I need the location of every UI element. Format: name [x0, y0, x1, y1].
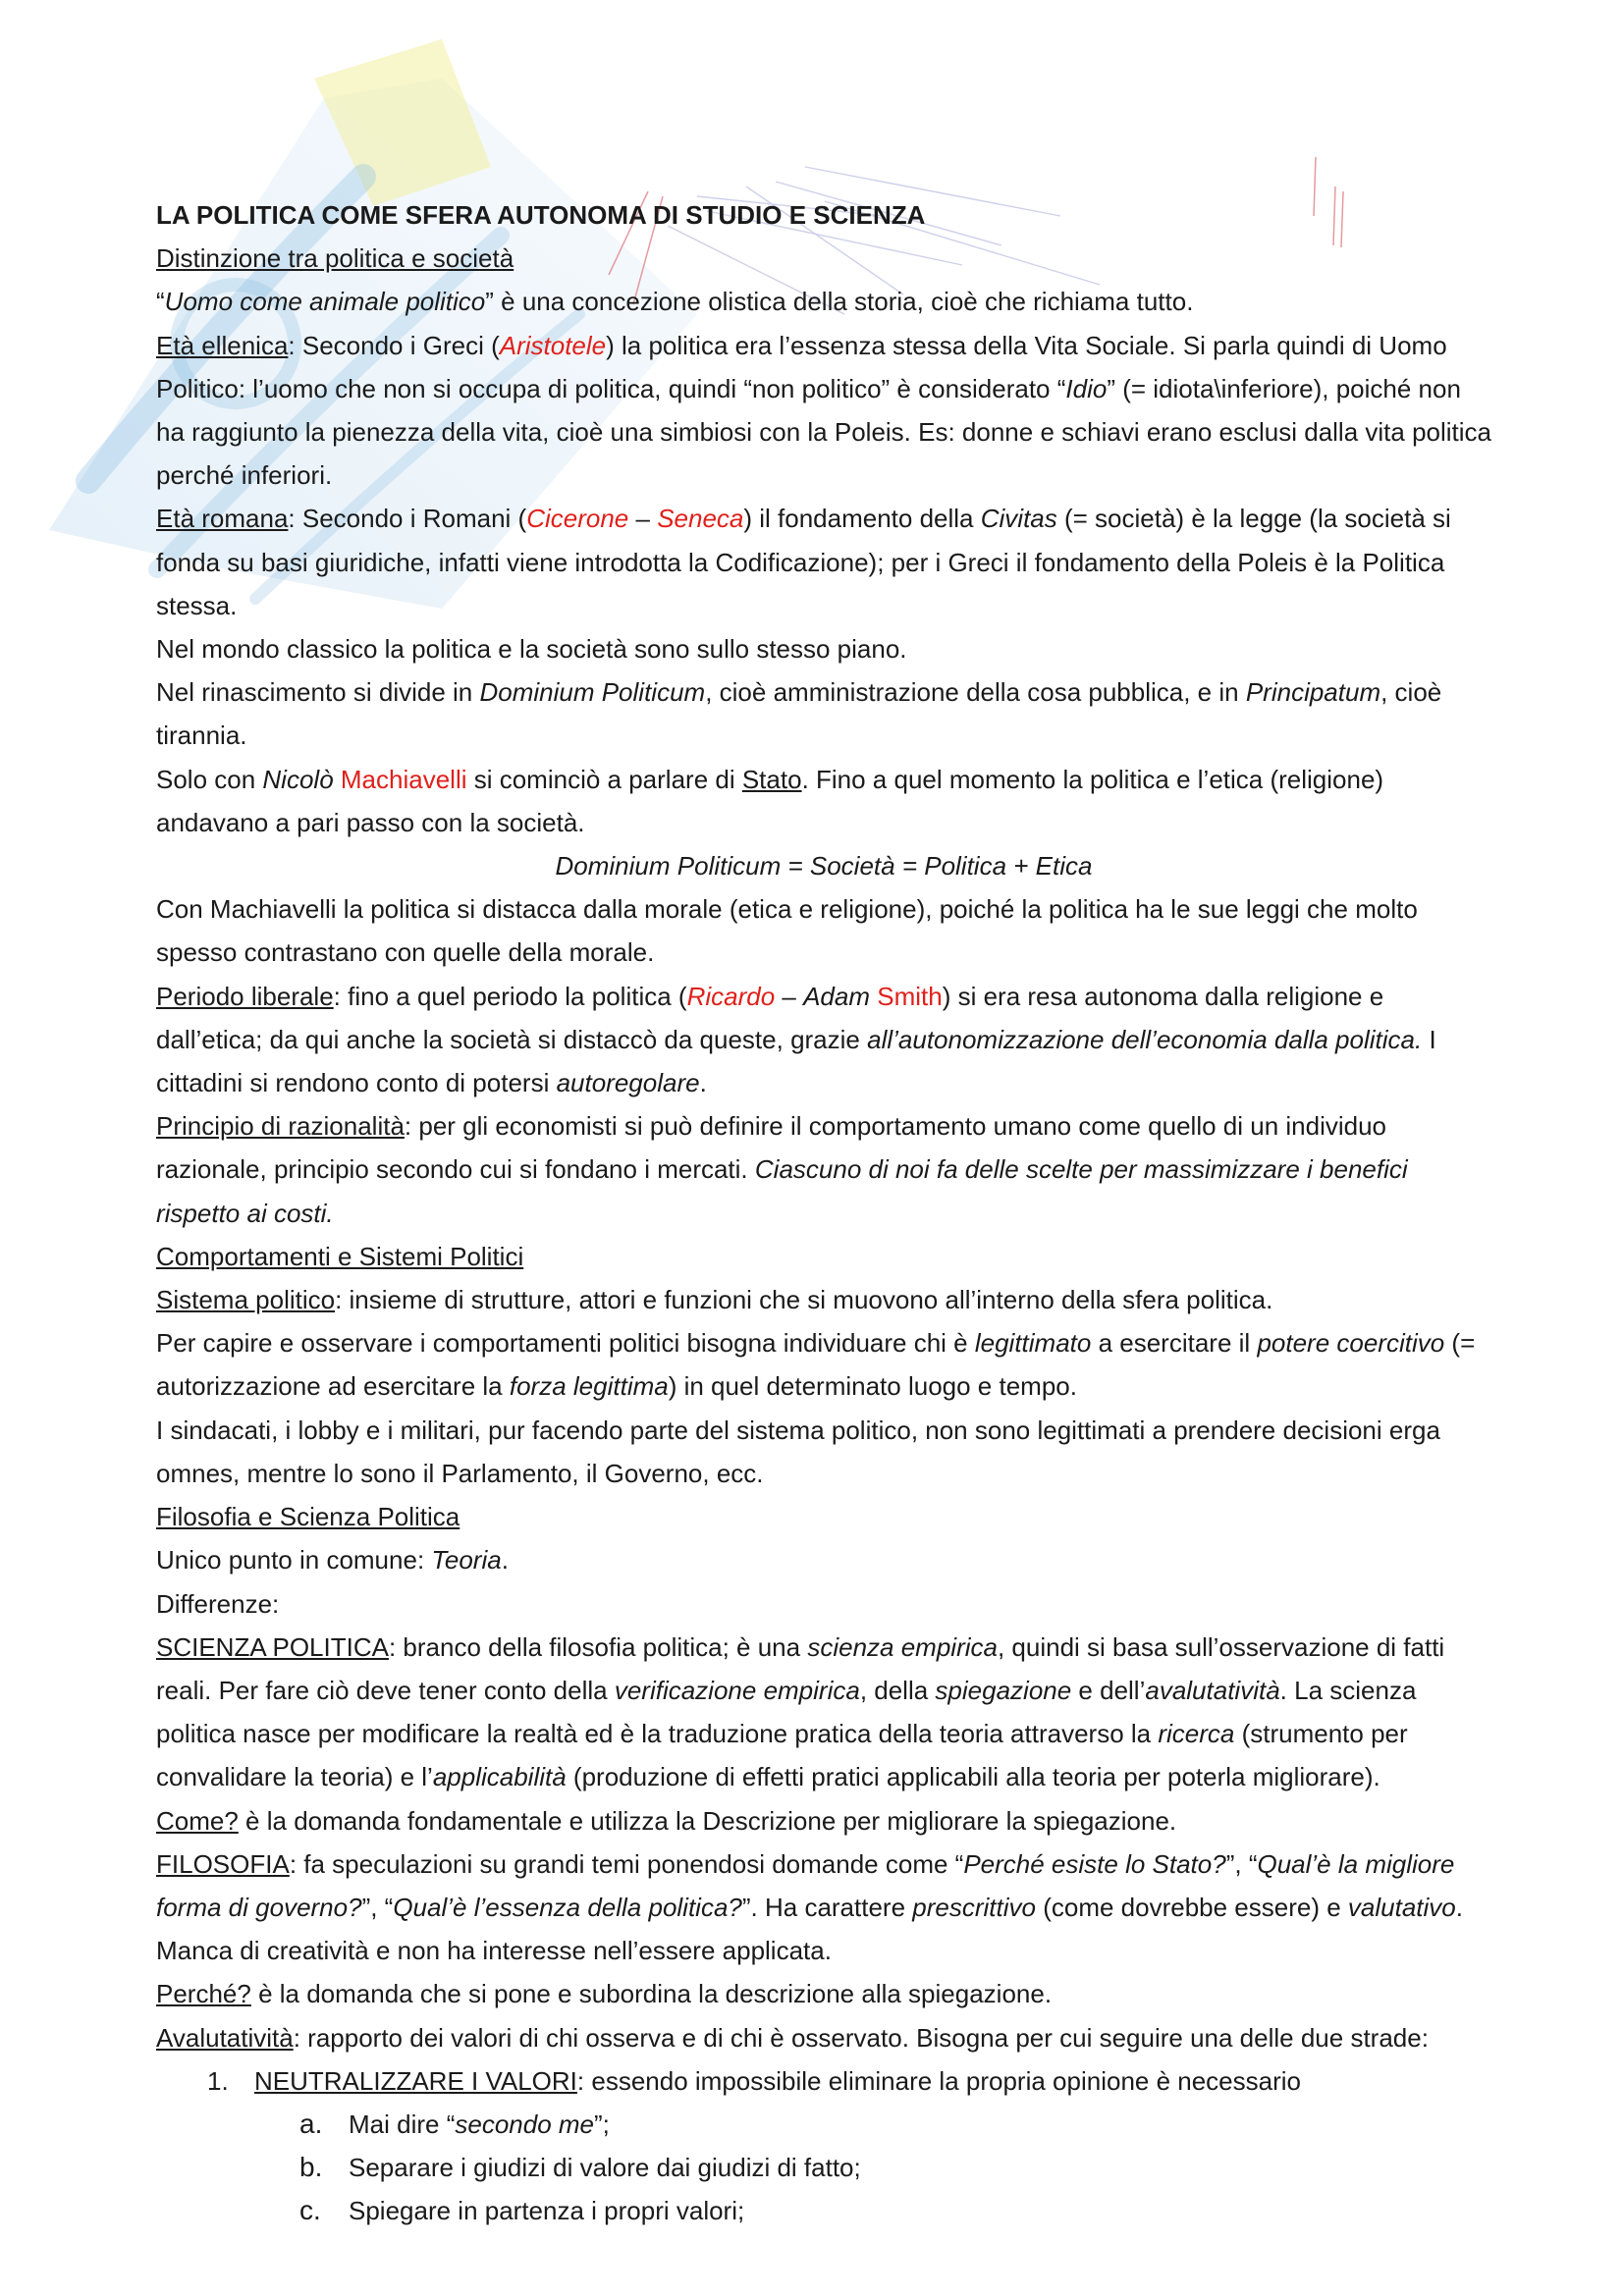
text-span: Spiegare in partenza i propri valori; [349, 2196, 745, 2226]
text-span: : rapporto dei valori di chi osserva e di chi è osservato. Bisogna per cui seguire una delle due strade: [293, 2022, 1429, 2053]
paragraph-comportamenti [156, 1321, 1491, 1408]
name-ricardo: Ricardo [686, 981, 776, 1011]
paragraph-sindacati: I sindacati, i lobby e i militari, pur facendo parte del sistema politico, non sono legittimati a prendere decisioni erga omnes, mentre lo sono il Parlamento, il Governo, ecc. [156, 1415, 1440, 1488]
term-dominium-politicum: Dominium Politicum [479, 677, 706, 708]
paragraph-mondo-classico: Nel mondo classico la politica e la società sono sullo stesso piano. [156, 634, 907, 665]
text-span: (produzione di effetti pratici applicabili alla teoria per poterla migliorare). [566, 1762, 1380, 1792]
term-principatum: Principatum [1245, 677, 1381, 708]
sub-letter: a. [299, 2108, 323, 2139]
question-governo: Qual’è la migliore forma di governo? [156, 1848, 1455, 1922]
text-span: . Fino a quel momento la politica e l’etica (religione) andavano a pari passo con la società. [156, 764, 1384, 837]
label-eta-romana: Età romana [156, 504, 289, 534]
term-potere-coercitivo: potere coercitivo [1257, 1328, 1445, 1359]
term-avalutativita: avalutatività [1145, 1675, 1280, 1705]
sub-letter: c. [299, 2195, 321, 2226]
text-span: , della [859, 1675, 936, 1705]
text-span: : essendo impossibile eliminare la propria opinione è necessario [576, 2065, 1301, 2096]
text-span: I cittadini si rendono conto di potersi [156, 1024, 1436, 1098]
document-page [156, 193, 1491, 2233]
text-span: è la domanda fondamentale e utilizza la Descrizione per migliorare la spiegazione. [238, 1805, 1177, 1836]
name-seneca: Seneca [657, 504, 744, 534]
text-span: . [501, 1545, 509, 1575]
text-span: ”, “ [1225, 1848, 1258, 1879]
paragraph-scienza-politica [156, 1626, 1491, 1799]
paragraph-razionalita [156, 1104, 1491, 1235]
term-autoregolare: autoregolare [556, 1068, 700, 1098]
text-span: : Secondo i Romani ( [288, 504, 527, 534]
text-span: ” è una concezione olistica della storia, cioè che richiama tutto. [485, 287, 1194, 317]
text-span: ”. Ha carattere [741, 1892, 913, 1922]
paragraph-creativita: Manca di creatività e non ha interesse nell’essere applicata. [156, 1936, 832, 1966]
paragraph-eta-ellenica [156, 324, 1491, 498]
name-machiavelli: Machiavelli [340, 764, 467, 794]
label-come: Come? [156, 1805, 239, 1836]
text-span: è la domanda che si pone e subordina la descrizione alla spiegazione. [250, 1979, 1053, 2009]
name-nicolo: Nicolò [262, 764, 334, 794]
paragraph-perche [156, 1972, 1491, 2015]
name-smith: Smith [877, 981, 943, 1011]
text-span: : insieme di strutture, attori e funzioni che si muovono all’interno della sfera politica. [335, 1285, 1273, 1315]
term-ricerca: ricerca [1158, 1719, 1235, 1749]
sub-letter: b. [299, 2152, 323, 2183]
paragraph-avalutativita [156, 2016, 1491, 2059]
label-razionalita: Principio di razionalità [156, 1111, 405, 1142]
paragraph-filosofia [156, 1842, 1491, 1929]
paragraph-machiavelli-morale: Con Machiavelli la politica si distacca dalla morale (etica e religione), poiché la politica ha le sue leggi che molto spesso contrastano con quelle della morale. [156, 894, 1418, 968]
term-teoria: Teoria [431, 1545, 502, 1575]
paragraph-differenze: Differenze: [156, 1588, 280, 1619]
text-span: (come dovrebbe essere) e [1035, 1892, 1348, 1922]
text-span: ) il fondamento della [743, 504, 981, 534]
label-scienza-politica: SCIENZA POLITICA [156, 1631, 389, 1662]
text-span [334, 765, 341, 794]
text-span: : fa speculazioni su grandi temi ponendosi domande come “ [289, 1848, 964, 1879]
text-span: (strumento per convalidare la teoria) e l’ [156, 1719, 1408, 1792]
question-essenza: Qual’è l’essenza della politica? [393, 1892, 742, 1922]
label-sistema-politico: Sistema politico [156, 1285, 336, 1315]
term-verificazione: verificazione empirica [614, 1675, 860, 1705]
term-scienza-empirica: scienza empirica [807, 1631, 998, 1662]
term-stato: Stato [741, 764, 802, 794]
name-cicerone: Cicerone [526, 504, 629, 534]
name-adam: Adam [803, 981, 878, 1011]
text-span: e dell’ [1071, 1675, 1146, 1705]
term-prescrittivo: prescrittivo [912, 1892, 1036, 1922]
text-span: . [1455, 1892, 1463, 1922]
term-valutativo: valutativo [1347, 1892, 1456, 1922]
text-span: ) la politica era l’essenza stessa della Vita Sociale. Si parla quindi di Uomo Politico: l’uomo che non si occupa di politica, quindi “non politico” è considerato “ [156, 330, 1447, 403]
label-perche: Perché? [156, 1979, 251, 2009]
name-aristotele: Aristotele [499, 330, 607, 360]
text-span: ) in quel determinato luogo e tempo. [668, 1371, 1077, 1402]
term-legittimato: legittimato [974, 1328, 1092, 1359]
list-item-neutralizzare [156, 2059, 1491, 2103]
text-span: , cioè amministrazione della cosa pubblica, e in [705, 677, 1246, 708]
text-span: Separare i giudizi di valore dai giudizi di fatto; [349, 2153, 861, 2183]
section-heading-comportamenti: Comportamenti e Sistemi Politici [156, 1241, 524, 1271]
sub-item-c [156, 2189, 1491, 2232]
text-span: , quindi si basa sull’osservazione di fatti reali. Per fare ciò deve tener conto della [156, 1631, 1445, 1705]
text-span: Nel rinascimento si divide in [156, 677, 480, 708]
text-span: ”; [594, 2109, 610, 2139]
paragraph-sistema-politico [156, 1278, 1491, 1321]
text-span: . [699, 1068, 707, 1098]
text-span: : per gli economisti si può definire il comportamento umano come quello di un individuo razionale, principio secondo cui si fondano i mercati. [156, 1111, 1387, 1185]
paragraph-periodo-liberale [156, 975, 1491, 1105]
paragraph-eta-romana [156, 497, 1491, 627]
text-span: Unico punto in comune: [156, 1545, 432, 1575]
paragraph-uomo-politico [156, 280, 1491, 323]
label-avalutativita: Avalutatività [156, 2022, 294, 2053]
label-periodo-liberale: Periodo liberale [156, 981, 334, 1011]
text-span: Solo con [156, 764, 263, 794]
text-span: , cioè tirannia. [156, 677, 1442, 751]
text-span: ”, “ [361, 1892, 394, 1922]
paragraph-machiavelli [156, 758, 1491, 844]
section-heading-filosofia: Filosofia e Scienza Politica [156, 1502, 460, 1532]
text-span: – [775, 981, 804, 1011]
text-span: si cominciò a parlare di [466, 764, 742, 794]
text-span: Per capire e osservare i comportamenti politici bisogna individuare chi è [156, 1328, 975, 1359]
document-title: LA POLITICA COME SFERA AUTONOMA DI STUDIO E SCIENZA [156, 200, 926, 230]
section-heading-distinzione: Distinzione tra politica e società [156, 243, 514, 274]
term-applicabilita: applicabilità [432, 1762, 567, 1792]
question-stato: Perché esiste lo Stato? [963, 1848, 1226, 1879]
list-number: 1. [207, 2065, 229, 2096]
text-span: : branco della filosofia politica; è una [388, 1631, 808, 1662]
paragraph-come [156, 1799, 1491, 1842]
text-span: Mai dire “ [349, 2109, 456, 2139]
text-span: (= autorizzazione ad esercitare la [156, 1328, 1476, 1402]
term-autonomizzazione: all’autonomizzazione dell’economia dalla politica. [867, 1024, 1423, 1054]
text-span: a esercitare il [1091, 1328, 1258, 1359]
text-span: ) si era resa autonoma dalla religione e dall’etica; da qui anche la società si distaccò da queste, grazie [156, 981, 1384, 1054]
text-span: ” (= idiota\inferiore), poiché non ha raggiunto la pienezza della vita, cioè una simbiosi con la Poleis. Es: donne e schiavi erano esclusi dalla vita politica perché inferiori. [156, 373, 1492, 491]
term-ciascuno: Ciascuno di noi fa delle scelte per massimizzare i benefici rispetto ai costi. [156, 1154, 1408, 1228]
paragraph-rinascimento [156, 670, 1491, 757]
label-filosofia: FILOSOFIA [156, 1848, 290, 1879]
quote-mark: “ [156, 287, 165, 317]
term-forza-legittima: forza legittima [509, 1371, 669, 1402]
term-uomo-animale: Uomo come animale politico [164, 287, 486, 317]
term-idio: Idio [1065, 373, 1108, 403]
term-spiegazione: spiegazione [935, 1675, 1072, 1705]
formula-dominium: Dominium Politicum = Società = Politica + Etica [555, 851, 1093, 881]
text-span: : fino a quel periodo la politica ( [333, 981, 687, 1011]
sub-item-a [156, 2103, 1491, 2146]
text-span: – [628, 504, 658, 534]
sub-item-b [156, 2146, 1491, 2189]
text-span: (= società) è la legge (la società si fonda su basi giuridiche, infatti viene introdotta la Codificazione); per i Greci il fondamento della Poleis è la Politica stessa. [156, 504, 1451, 620]
label-eta-ellenica: Età ellenica [156, 330, 289, 360]
text-span: : Secondo i Greci ( [288, 330, 500, 360]
term-secondo-me: secondo me [455, 2109, 595, 2139]
term-civitas: Civitas [980, 504, 1057, 534]
paragraph-punto-comune [156, 1538, 1491, 1581]
label-neutralizzare: NEUTRALIZZARE I VALORI [254, 2065, 577, 2096]
text-span: . La scienza politica nasce per modificare la realtà ed è la traduzione pratica della teoria attraverso la [156, 1675, 1417, 1749]
